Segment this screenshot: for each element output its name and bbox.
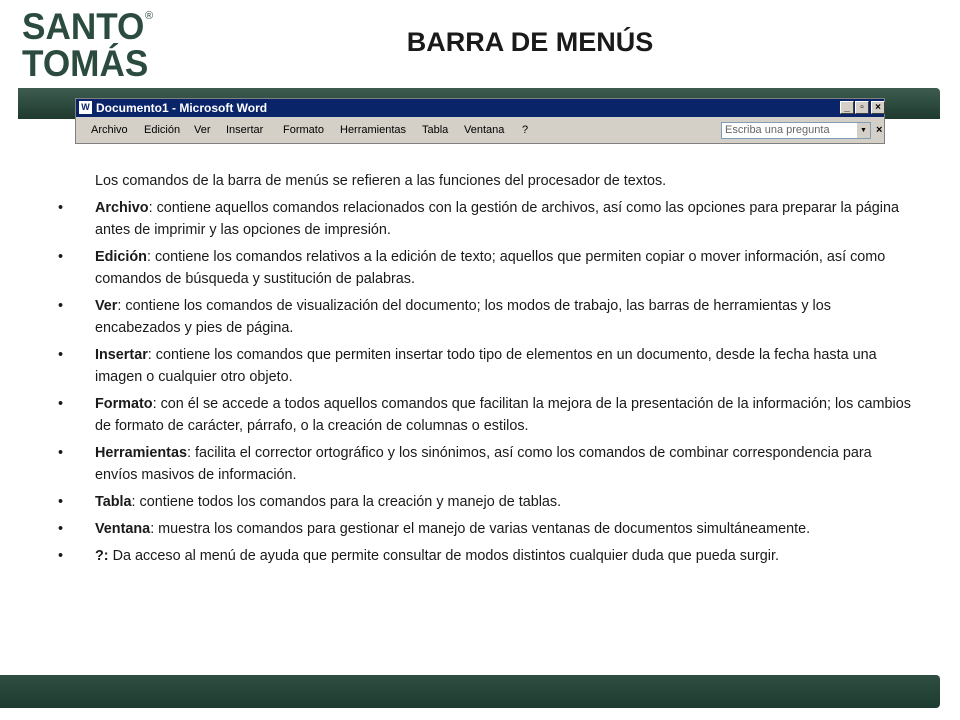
close-document-icon[interactable]: × (876, 124, 883, 136)
menu-ventana[interactable]: Ventana (464, 124, 505, 136)
item-description: : contiene todos los comandos para la creación y manejo de tablas. (131, 494, 562, 510)
bullet-icon: • (58, 200, 64, 216)
item-description: : facilita el corrector ortográfico y los sinónimos, así como los comandos de combinar correspondencia para envíos masivos de información. (95, 445, 872, 483)
close-icon[interactable]: × (871, 101, 885, 114)
bullet-icon: • (58, 494, 64, 510)
intro-text: Los comandos de la barra de menús se refieren a las funciones del procesador de textos. (95, 173, 667, 189)
ask-question-placeholder: Escriba una pregunta (725, 124, 830, 136)
item-term: Herramientas (95, 445, 187, 461)
menu-help[interactable]: ? (522, 124, 529, 136)
menu-herramientas[interactable]: Herramientas (340, 124, 407, 136)
item-term: Edición (95, 249, 147, 265)
menu-description-list (58, 197, 918, 567)
menu-edicion[interactable]: Edición (144, 124, 181, 136)
item-term: Ver (95, 298, 118, 314)
bullet-icon: • (58, 298, 64, 314)
slide-title: BARRA DE MENÚS (406, 27, 654, 57)
list-item (58, 393, 918, 437)
item-term: ?: (95, 548, 109, 564)
item-description: : contiene los comandos relativos a la edición de texto; aquellos que permiten copiar o mover información, así como comandos de búsqueda y sustitución de palabras. (95, 249, 886, 287)
bullet-icon: • (58, 396, 64, 412)
bullet-icon: • (58, 548, 64, 564)
word-icon: W (79, 101, 92, 114)
list-item (58, 491, 918, 513)
item-description: Da acceso al menú de ayuda que permite consultar de modos distintos cualquier duda que pueda surgir. (108, 548, 779, 564)
bullet-icon: • (58, 347, 64, 363)
item-description: : contiene los comandos de visualización del documento; los modos de trabajo, las barras de herramientas y los encabezados y pies de página. (95, 298, 831, 336)
menu-archivo[interactable]: Archivo (91, 124, 128, 136)
logo-line-2: TOMÁS (22, 43, 149, 84)
item-description: : muestra los comandos para gestionar el manejo de varias ventanas de documentos simultáneamente. (150, 521, 811, 537)
minimize-icon[interactable]: _ (840, 101, 854, 114)
menu-ver[interactable]: Ver (194, 124, 211, 136)
registered-mark: ® (145, 10, 154, 22)
window-title: Documento1 - Microsoft Word (96, 101, 268, 115)
logo-line-1: SANTO (22, 6, 145, 47)
menu-formato[interactable]: Formato (283, 124, 324, 136)
bullet-icon: • (58, 521, 64, 537)
item-term: Tabla (95, 494, 132, 510)
menu-tabla[interactable]: Tabla (422, 124, 449, 136)
item-term: Formato (95, 396, 153, 412)
menu-insertar[interactable]: Insertar (226, 124, 264, 136)
bullet-icon: • (58, 445, 64, 461)
slide-body (58, 170, 918, 572)
list-item (58, 545, 918, 567)
list-item (58, 246, 918, 290)
list-item (58, 442, 918, 486)
item-description: : contiene los comandos que permiten insertar todo tipo de elementos en un documento, desde la fecha hasta una imagen o cualquier otro objeto. (95, 347, 877, 385)
list-item (58, 344, 918, 388)
menu-bar (76, 119, 884, 143)
window-title-bar (76, 99, 884, 117)
list-item (58, 197, 918, 241)
list-item (58, 518, 918, 540)
footer-band (0, 675, 940, 708)
item-description: : con él se accede a todos aquellos comandos que facilitan la mejora de la presentación de la información; los cambios de formato de carácter, párrafo, o la creación de columnas o estilos. (95, 396, 911, 434)
item-term: Insertar (95, 347, 148, 363)
item-description: : contiene aquellos comandos relacionados con la gestión de archivos, así como las opciones para preparar la página antes de imprimir y las opciones de impresión. (95, 200, 899, 238)
bullet-icon: • (58, 249, 64, 265)
item-term: Ventana (95, 521, 151, 537)
ask-question-box[interactable] (721, 122, 871, 139)
restore-icon[interactable]: ▫ (855, 101, 869, 114)
list-item (58, 295, 918, 339)
word-window-screenshot (75, 98, 885, 144)
chevron-down-icon[interactable]: ▼ (857, 123, 870, 138)
item-term: Archivo (95, 200, 149, 216)
